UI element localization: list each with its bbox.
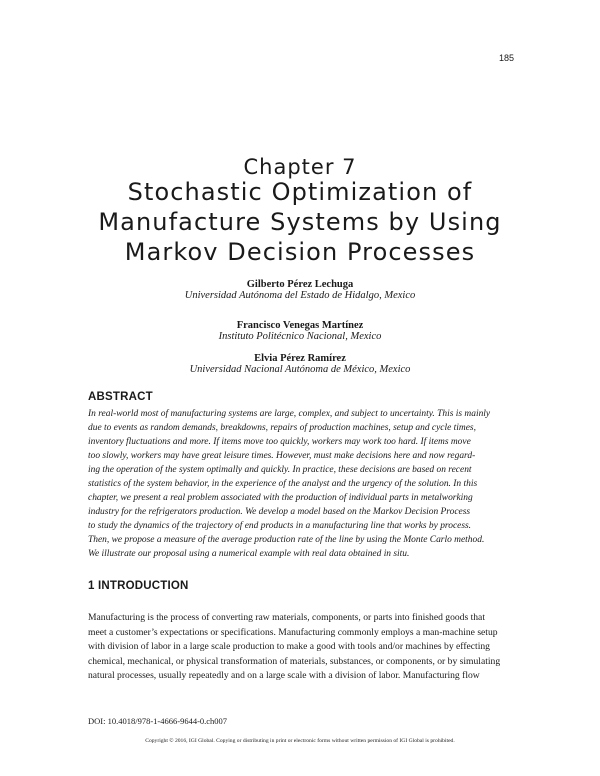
author-name: Francisco Venegas Martínez [236,320,364,331]
author-affiliation: Universidad Nacional Autónoma de México, Mexico [189,364,411,375]
page-number: 185 [498,53,514,63]
abstract-line: In real-world most of manufacturing systems are large, complex, and subject to uncertainty. This is mainly [88,409,491,419]
abstract-line: statistics of the system behavior, in the experience of the analyst and the urgency of the solution. In this [88,478,478,489]
chapter-title [60,177,540,267]
body-line: meet a customer’s expectations or specifications. Manufacturing commonly employs a man-machine setup [88,626,498,638]
doi: DOI: 10.4018/978-1-4666-9644-0.ch007 [88,716,228,726]
body-line: chemical, mechanical, or physical transformation of materials, substances, or components, or by simulating [88,655,501,667]
abstract-line: We illustrate our proposal using a numerical example with real data obtained in situ. [88,548,410,559]
abstract-line: to study the dynamics of the trajectory of end products in a manufacturing line that works by process. [88,520,472,531]
introduction-heading: 1 INTRODUCTION [88,580,189,592]
title-line: Stochastic Optimization of [127,178,473,206]
body-line: natural processes, usually repeatedly and on a large scale with a division of labor. Manufacturing flow [88,670,480,681]
abstract-line: ing the operation of the system optimally and quickly. In practice, these decisions are based on recent [88,464,472,475]
chapter-label: Chapter 7 [243,155,357,179]
author-name: Gilberto Pérez Lechuga [246,279,354,290]
abstract-line: chapter, we present a real problem associated with the production of individual parts in metalworking [88,492,473,503]
abstract-line: too slowly, workers may have great leisure times. However, must make decisions here and now regard- [88,450,476,461]
abstract-heading: ABSTRACT [88,391,153,403]
introduction-body [88,611,513,684]
abstract-line: inventory fluctuations and more. If items move too quickly, workers may work too hard. If items move [88,436,471,447]
title-line: Manufacture Systems by Using [98,208,502,236]
author-block [0,279,600,301]
abstract-line: industry for the refrigerators production. We develop a model based on the Markov Decision Process [88,506,471,517]
author-affiliation: Universidad Autónoma del Estado de Hidalgo, Mexico [184,290,416,301]
copyright-notice: Copyright © 2016, IGI Global. Copying or distributing in print or electronic forms without written permission of IGI Global is prohibited. [145,738,455,744]
author-name: Elvia Pérez Ramírez [254,353,346,364]
abstract-line: due to events as random demands, breakdowns, repairs of production machines, setup and cycle times, [88,422,476,433]
body-line: with division of labor in a large scale production to make a good with tools and/or machines by effecting [88,641,490,652]
author-affiliation: Instituto Politécnico Nacional, Mexico [218,331,382,342]
author-block [0,353,600,375]
title-line: Markov Decision Processes [124,238,476,266]
author-block [0,320,600,342]
body-line: Manufacturing is the process of converting raw materials, components, or parts into finished goods that [88,612,485,623]
abstract-line: Then, we propose a measure of the average production rate of the line by using the Monte Carlo method. [88,534,485,545]
abstract-body [88,408,510,561]
